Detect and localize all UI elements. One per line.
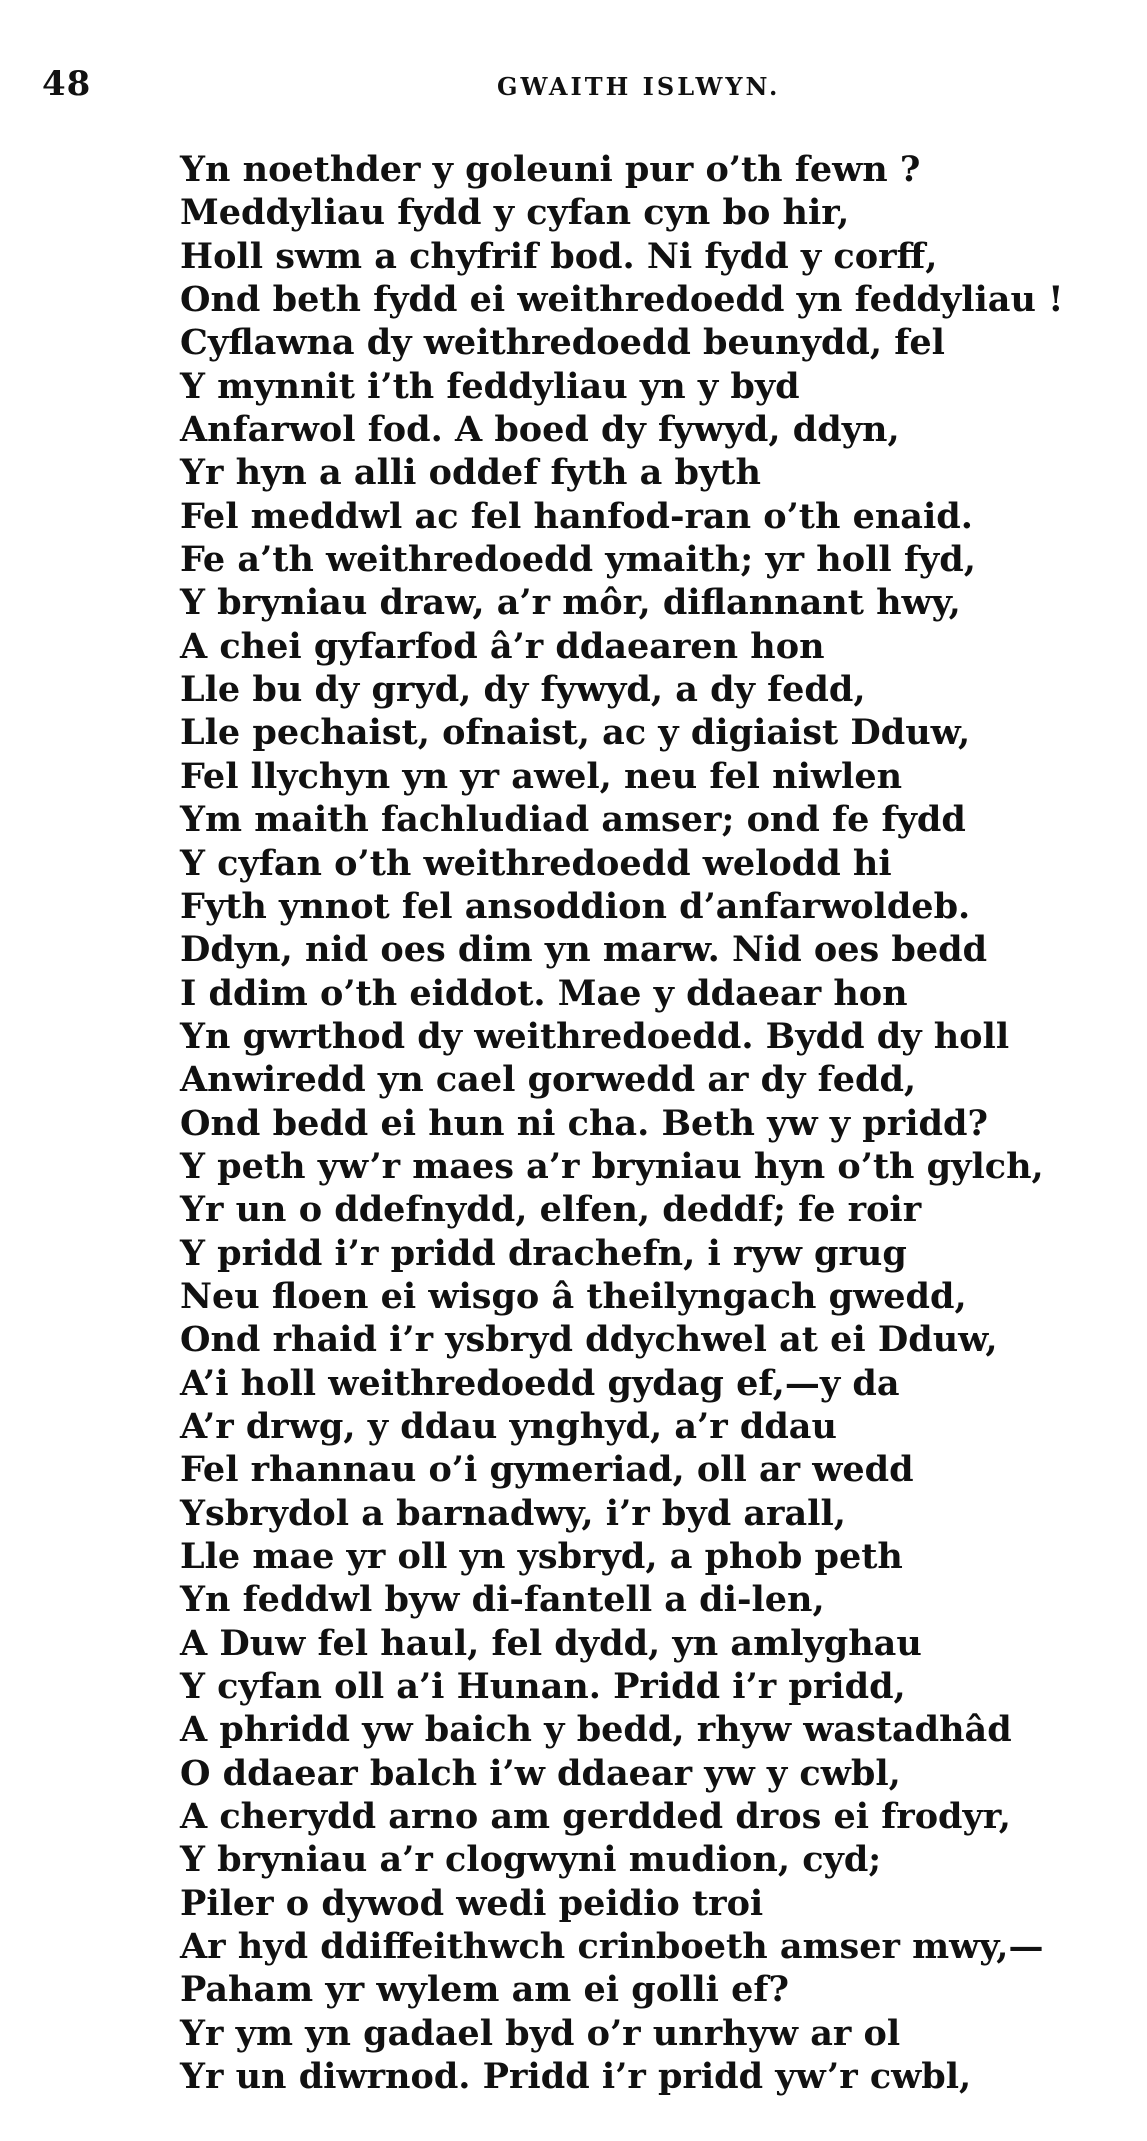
poem-line: Ym maith fachludiad amser; ond fe fydd [180,799,966,841]
page-number: 48 [42,64,92,104]
poem-line: Ond rhaid i’r ysbryd ddychwel at ei Dduw, [180,1319,998,1361]
poem-line: Ysbrydol a barnadwy, i’r byd arall, [180,1492,846,1534]
poem-line: Y cyfan oll a’i Hunan. Pridd i’r pridd, [180,1666,906,1708]
poem-line: Lle pechaist, ofnaist, ac y digiaist Dduw, [180,712,971,754]
poem-line: Ond beth fydd ei weithredoedd yn feddyliau ! [180,279,1064,321]
poem-line: Anfarwol fod. A boed dy fywyd, ddyn, [180,409,900,451]
poem-line: Ar hyd ddiffeithwch crinboeth amser mwy,— [180,1926,1044,1968]
poem-line: Yn feddwl byw di-fantell a di-len, [180,1579,825,1621]
poem-line: Paham yr wylem am ei golli ef? [180,1969,789,2011]
poem-line: A phridd yw baich y bedd, rhyw wastadhâd [180,1709,1012,1751]
poem-line: Lle mae yr oll yn ysbryd, a phob peth [180,1536,903,1577]
poem-line: A’i holl weithredoedd gydag ef,—y da [180,1362,900,1404]
poem-line: Cyflawna dy weithredoedd beunydd, fel [180,322,945,364]
poem-line: Fel rhannau o’i gymeriad, oll ar wedd [180,1449,914,1491]
poem-line: Neu floen ei wisgo â theilyngach gwedd, [180,1275,967,1317]
poem-line: Yn gwrthod dy weithredoedd. Bydd dy holl [180,1015,1010,1057]
poem-line: Y bryniau a’r clogwyni mudion, cyd; [180,1839,882,1881]
poem-line: Fyth ynnot fel ansoddion d’anfarwoldeb. [180,885,971,927]
page-header [42,64,1105,114]
poem-line: A Duw fel haul, fel dydd, yn amlyghau [180,1622,922,1664]
poem-line: Y mynnit i’th feddyliau yn y byd [180,365,800,407]
poem-line: I ddim o’th eiddot. Mae y ddaear hon [180,972,908,1014]
poem-line: Fel llychyn yn yr awel, neu fel niwlen [180,755,903,797]
poem-line: Yr ym yn gadael byd o’r unrhyw ar ol [180,2012,901,2054]
poem-line: Yn noethder y goleuni pur o’th fewn ? [180,149,921,190]
poem-line: Y pridd i’r pridd drachefn, i ryw grug [180,1232,907,1274]
poem-line: Piler o dywod wedi peidio troi [180,1882,764,1924]
poem-line: Y cyfan o’th weithredoedd welodd hi [180,842,892,884]
poem-line: Meddyliau fydd y cyfan cyn bo hir, [180,192,850,234]
poem-line: Yr un o ddefnydd, elfen, deddf; fe roir [180,1189,922,1231]
poem-line: Yr un diwrnod. Pridd i’r pridd yw’r cwbl, [180,2056,972,2098]
poem-line: Ond bedd ei hun ni cha. Beth yw y pridd? [180,1102,988,1144]
poem-line: Holl swm a chyfrif bod. Ni fydd y corff, [180,235,938,277]
poem-line: A’r drwg, y ddau ynghyd, a’r ddau [180,1405,837,1447]
poem-line: Fel meddwl ac fel hanfod-ran o’th enaid. [180,495,973,537]
poem-line: Anwiredd yn cael gorwedd ar dy fedd, [180,1059,917,1101]
poem-text [180,148,1100,2098]
poem-line: Y bryniau draw, a’r môr, diflannant hwy, [180,582,961,624]
poem-line: Fe a’th weithredoedd ymaith; yr holl fyd, [180,539,976,581]
poem-line: A chei gyfarfod â’r ddaearen hon [180,625,825,667]
running-title: GWAITH ISLWYN. [497,72,781,101]
poem-line: Yr hyn a alli oddef fyth a byth [180,452,761,494]
poem-line: A cherydd arno am gerdded dros ei frodyr, [180,1796,1011,1838]
poem-line: O ddaear balch i’w ddaear yw y cwbl, [180,1752,901,1794]
poem-line: Ddyn, nid oes dim yn marw. Nid oes bedd [180,929,988,971]
poem-line: Y peth yw’r maes a’r bryniau hyn o’th gylch, [180,1145,1044,1187]
poem-line: Lle bu dy gryd, dy fywyd, a dy fedd, [180,669,866,711]
